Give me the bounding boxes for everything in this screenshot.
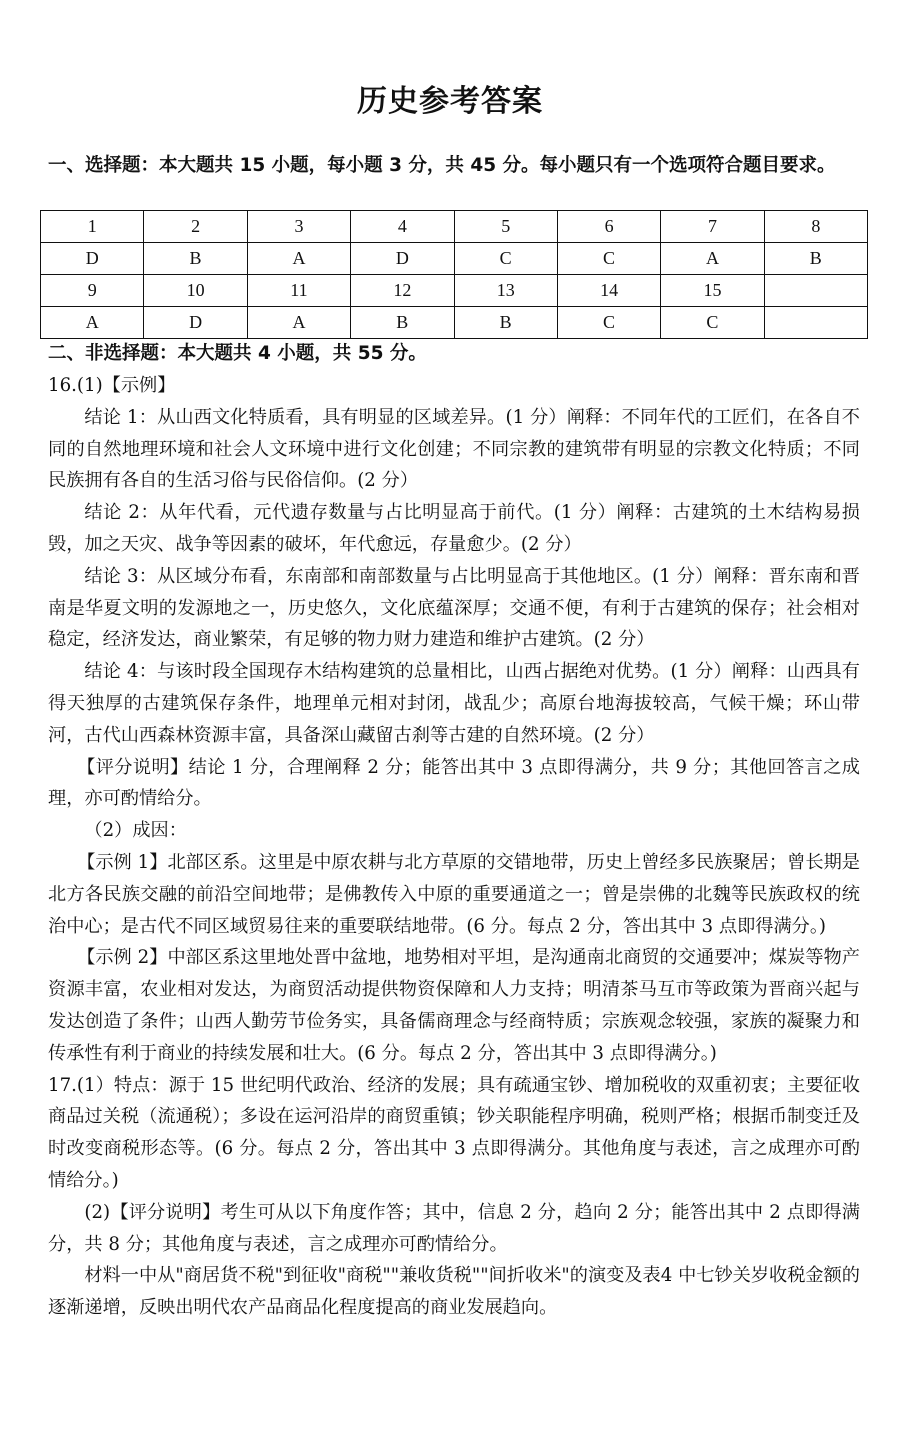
answer-body [48, 370, 860, 1324]
table-cell: 12 [351, 275, 454, 307]
table-cell: 15 [661, 275, 764, 307]
table-row [41, 243, 868, 275]
table-cell: 3 [247, 211, 350, 243]
table-cell: 8 [764, 211, 867, 243]
table-cell [764, 275, 867, 307]
table-cell: C [557, 243, 660, 275]
table-cell: 2 [144, 211, 247, 243]
table-cell: 7 [661, 211, 764, 243]
example-1: 【示例 1】北部区系。这里是中原农耕与北方草原的交错地带，历史上曾经多民族聚居；曾长期是北方各民族交融的前沿空间地带；是佛教传入中原的重要通道之一；曾是崇佛的北魏等民族政权的统治中心；是古代不同区域贸易往来的重要联结地带。(6 分。每点 2 分，答出其中 3 点即得满分。) [48, 851, 860, 937]
table-cell: A [41, 307, 144, 339]
table-cell: C [661, 307, 764, 339]
table-cell: 10 [144, 275, 247, 307]
table-cell: C [454, 243, 557, 275]
table-cell: B [764, 243, 867, 275]
q17-part1: 17.(1）特点：源于 15 世纪明代政治、经济的发展；具有疏通宝钞、增加税收的双重初衷；主要征收商品过关税（流通税）；多设在运河沿岸的商贸重镇；钞关职能程序明确，税则严格；根据币制变迁及时改变商税形态等。(6 分。每点 2 分，答出其中 3 点即得满分。其他角度与表述，言之成理亦可酌情给分。) [48, 1074, 860, 1191]
table-row [41, 275, 868, 307]
q17-part2-scoring: (2)【评分说明】考生可从以下角度作答；其中，信息 2 分，趋向 2 分；能答出其中 2 点即得满分，共 8 分；其他角度与表述，言之成理亦可酌情给分。 [48, 1201, 860, 1255]
table-cell: 11 [247, 275, 350, 307]
table-cell: D [144, 307, 247, 339]
table-cell: 13 [454, 275, 557, 307]
table-cell: B [144, 243, 247, 275]
q17-material-analysis: 材料一中从"商居货不税"到征收"商税""兼收货税""间折收米"的演变及表4 中七钞关岁收税金额的逐渐递增，反映出明代农产品商品化程度提高的商业发展趋向。 [48, 1265, 860, 1319]
q16-part2-label: （2）成因： [84, 820, 187, 842]
table-cell: 1 [41, 211, 144, 243]
table-cell: C [557, 307, 660, 339]
table-cell: A [247, 243, 350, 275]
table-row [41, 211, 868, 243]
table-cell [764, 307, 867, 339]
conclusion-3: 结论 3：从区域分布看，东南部和南部数量与占比明显高于其他地区。(1 分）阐释：晋东南和晋南是华夏文明的发源地之一，历史悠久，文化底蕴深厚；交通不便，有利于古建筑的保存；社会相对稳定，经济发达，商业繁荣，有足够的物力财力建造和维护古建筑。(2 分） [48, 565, 860, 651]
conclusion-1: 结论 1：从山西文化特质看，具有明显的区域差异。(1 分）阐释：不同年代的工匠们，在各自不同的自然地理环境和社会人文环境中进行文化创建；不同宗教的建筑带有明显的宗教文化特质；不同民族拥有各自的生活习俗与民俗信仰。(2 分） [48, 406, 860, 492]
table-cell: 9 [41, 275, 144, 307]
conclusion-4: 结论 4：与该时段全国现存木结构建筑的总量相比，山西占据绝对优势。(1 分）阐释：山西具有得天独厚的古建筑保存条件，地理单元相对封闭，战乱少；高原台地海拔较高，气候干燥；环山带河，古代山西森林资源丰富，具备深山藏留古刹等古建的自然环境。(2 分） [48, 661, 860, 746]
table-cell: B [351, 307, 454, 339]
q16-part1-label: 16.(1)【示例】 [48, 375, 176, 396]
table-cell: A [661, 243, 764, 275]
table-cell: 4 [351, 211, 454, 243]
example-2: 【示例 2】中部区系这里地处晋中盆地，地势相对平坦，是沟通南北商贸的交通要冲；煤炭等物产资源丰富，农业相对发达，为商贸活动提供物资保障和人力支持；明清茶马互市等政策为晋商兴起与发达创造了条件；山西人勤劳节俭务实，具备儒商理念与经商特质；宗族观念较强，家族的凝聚力和传承性有利于商业的持续发展和壮大。(6 分。每点 2 分，答出其中 3 点即得满分。) [48, 947, 860, 1064]
page-title: 历史参考答案 [357, 84, 543, 119]
section2-heading: 二、非选择题：本大题共 4 小题，共 55 分。 [48, 343, 427, 364]
table-cell: 5 [454, 211, 557, 243]
table-cell: 14 [557, 275, 660, 307]
table-row [41, 307, 868, 339]
section1-heading: 一、选择题：本大题共 15 小题，每小题 3 分，共 45 分。每小题只有一个选项符合题目要求。 [48, 155, 836, 176]
table-cell: D [41, 243, 144, 275]
table-cell: A [247, 307, 350, 339]
scoring-note-16-1: 【评分说明】结论 1 分，合理阐释 2 分；能答出其中 3 点即得满分，共 9 分；其他回答言之成理，亦可酌情给分。 [48, 756, 860, 810]
table-cell: B [454, 307, 557, 339]
conclusion-2: 结论 2：从年代看，元代遗存数量与占比明显高于前代。(1 分）阐释：古建筑的土木结构易损毁，加之天灾、战争等因素的破坏，年代愈远，存量愈少。(2 分） [48, 502, 860, 555]
table-cell: 6 [557, 211, 660, 243]
table-cell: D [351, 243, 454, 275]
answer-table [40, 210, 868, 339]
